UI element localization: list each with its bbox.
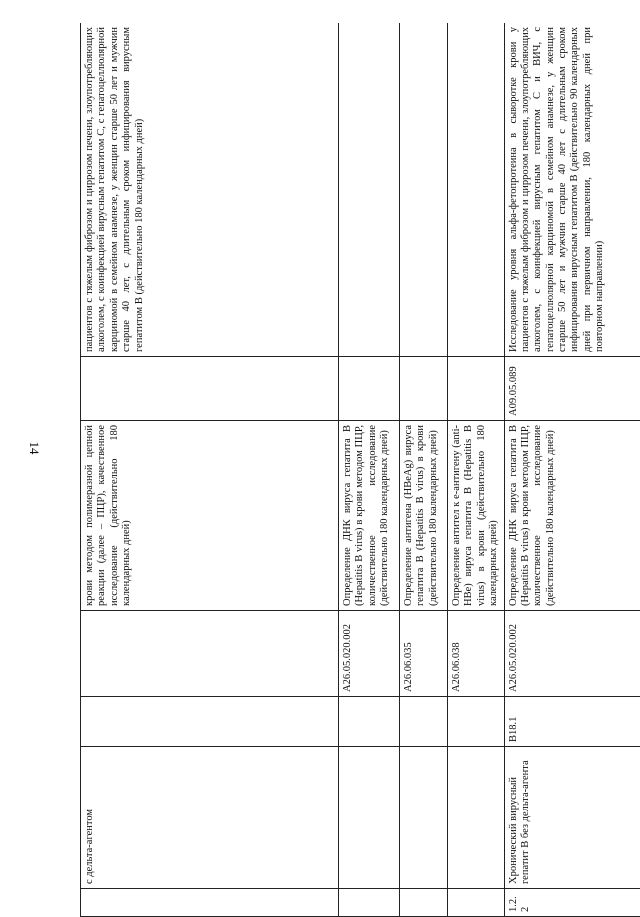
cell-condition (339, 23, 400, 357)
page-content (80, 23, 640, 917)
cell-icd (448, 697, 505, 747)
cell-number (448, 889, 505, 917)
cell-disease (448, 747, 505, 889)
cell-disease (400, 747, 448, 889)
cell-condition (448, 23, 505, 357)
cell-code: A26.06.038 (448, 611, 505, 697)
cell-number: 1.2.2 (504, 889, 640, 917)
table-row (339, 23, 400, 917)
requirements-table (80, 23, 640, 917)
cell-number (400, 889, 448, 917)
cell-name: Определение антигена (HBeAg) вируса гепатита В (Hepatitis B virus) в крови (действительно 180 календарных дней) (400, 421, 448, 611)
cell-icd (339, 697, 400, 747)
cell-name: Определение ДНК вируса гепатита В (Hepatitis B virus) в крови методом ПЦР, количественное исследование (действительно 180 календарных дней) (504, 421, 640, 611)
cell-code: A26.05.020.002 (504, 611, 640, 697)
cell-name: Определение ДНК вируса гепатита В (Hepatitis B virus) в крови методом ПЦР, количественное исследование (действительно 180 календарных дней) (339, 421, 400, 611)
cell-name: Определение антител к e-антигену (anti-HBe) вируса гепатита В (Hepatitis B virus) в крови (действительно 180 календарных дней) (448, 421, 505, 611)
cell-number (81, 889, 339, 917)
table-row (81, 23, 339, 917)
cell-disease: с дельта-агентом (81, 747, 339, 889)
cell-condition (400, 23, 448, 357)
cell-disease (339, 747, 400, 889)
cell-code: A26.05.020.002 (339, 611, 400, 697)
cell-code2 (81, 357, 339, 421)
table-row (400, 23, 448, 917)
cell-code2 (339, 357, 400, 421)
cell-condition: пациентов с тяжелым фиброзом и циррозом печени, злоупотребляющих алкоголем, с коинфекцией вирусным гепатитом С, с гепатоцеллюлярной карциномой в семейном анамнезе, у женщин старше 50 лет и мужчин старше 40 лет, с длительным сроком инфицирования вирусным гепатитом В (действительно 180 календарных дней) (81, 23, 339, 357)
cell-code: A26.06.035 (400, 611, 448, 697)
cell-name: крови методом полимеразной цепной реакции (далее – ПЦР), качественное исследование (действительно 180 календарных дней) (81, 421, 339, 611)
table-row (448, 23, 505, 917)
cell-icd (81, 697, 339, 747)
cell-code (81, 611, 339, 697)
cell-code2 (400, 357, 448, 421)
rotated-table-frame (80, 23, 640, 917)
cell-icd (400, 697, 448, 747)
cell-icd: B18.1 (504, 697, 640, 747)
cell-condition: Исследование уровня альфа-фетопротеина в сыворотке крови у пациентов с тяжелым фиброзом и циррозом печени, злоупотребляющих алкоголем, с коинфекцией вирусным гепатитом С и ВИЧ, с гепатоцеллюлярной карциномой в семейном анамнезе, у женщин старше 50 лет и мужчин старше 40 лет с длительным сроком инфицирования вирусным гепатитом В (действительно 90 календарных дней при первичном направлении, 180 календарных дней при повторном направлении) (504, 23, 640, 357)
page-number: 14 (27, 441, 42, 455)
cell-disease: Хронический вирусный гепатит В без дельта-агента (504, 747, 640, 889)
cell-number (339, 889, 400, 917)
cell-code2: A09.05.089 (504, 357, 640, 421)
cell-code2 (448, 357, 505, 421)
table-row (504, 23, 640, 917)
